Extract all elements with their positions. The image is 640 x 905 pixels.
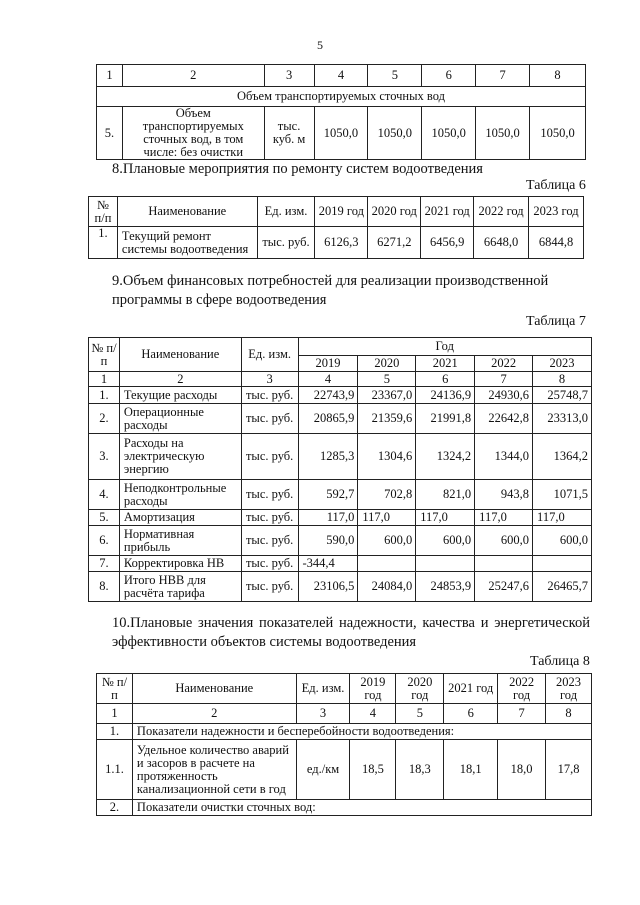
cell-value: 117,0 bbox=[475, 510, 533, 526]
table-7 bbox=[88, 337, 592, 602]
table-row bbox=[89, 510, 592, 526]
header-unit: Ед. изм. bbox=[241, 338, 298, 372]
row-number: 1.1. bbox=[97, 740, 133, 800]
cell-value: 117,0 bbox=[298, 510, 358, 526]
cell-value: 6648,0 bbox=[474, 227, 529, 259]
header-name: Наименование bbox=[117, 197, 257, 227]
cell-value: 23367,0 bbox=[358, 387, 416, 404]
table-row bbox=[89, 227, 584, 259]
col-number: 5 bbox=[396, 704, 444, 724]
cell-value: 1050,0 bbox=[314, 107, 368, 160]
group-title: Показатели надежности и бесперебойности водоотведения: bbox=[132, 724, 591, 740]
header-year: 2019 год bbox=[350, 674, 396, 704]
cell-value: 17,8 bbox=[546, 740, 592, 800]
table-row bbox=[89, 480, 592, 510]
cell-value: 1304,6 bbox=[358, 434, 416, 480]
header-year: 2020 bbox=[358, 356, 416, 372]
row-name: Итого НВВ для расчёта тарифа bbox=[119, 572, 241, 602]
row-number: 7. bbox=[89, 556, 120, 572]
cell-value: 600,0 bbox=[416, 526, 475, 556]
cell-value: 23106,5 bbox=[298, 572, 358, 602]
col-number: 7 bbox=[498, 704, 546, 724]
row-number: 3. bbox=[89, 434, 120, 480]
cell-value bbox=[475, 556, 533, 572]
cell-value: 22743,9 bbox=[298, 387, 358, 404]
col-number: 3 bbox=[241, 372, 298, 387]
col-number: 5 bbox=[368, 65, 422, 87]
cell-value: 1050,0 bbox=[476, 107, 530, 160]
col-number-row bbox=[97, 704, 592, 724]
cell-value: 25247,6 bbox=[475, 572, 533, 602]
header-year: 2022 bbox=[475, 356, 533, 372]
table-row bbox=[89, 572, 592, 602]
header-year: 2023 bbox=[533, 356, 592, 372]
row-name: Текущие расходы bbox=[119, 387, 241, 404]
header-unit: Ед. изм. bbox=[257, 197, 315, 227]
row-unit: ед./км bbox=[296, 740, 350, 800]
cell-value: 23313,0 bbox=[533, 404, 592, 434]
cell-value: 18,0 bbox=[498, 740, 546, 800]
cell-value: 592,7 bbox=[298, 480, 358, 510]
row-unit: тыс. руб. bbox=[241, 556, 298, 572]
section-8-heading: 8.Плановые мероприятия по ремонту систем водоотведения bbox=[112, 161, 483, 177]
cell-value: 18,5 bbox=[350, 740, 396, 800]
header-year: 2021 bbox=[416, 356, 475, 372]
col-number: 2 bbox=[119, 372, 241, 387]
col-number-row bbox=[97, 65, 586, 87]
table-row bbox=[97, 107, 586, 160]
table-6 bbox=[88, 196, 584, 259]
col-number: 7 bbox=[476, 65, 530, 87]
row-name: Нормативная прибыль bbox=[119, 526, 241, 556]
cell-value: 117,0 bbox=[358, 510, 416, 526]
row-name: Амортизация bbox=[119, 510, 241, 526]
header-year: 2022 год bbox=[498, 674, 546, 704]
header-year: 2023 год bbox=[546, 674, 592, 704]
cell-value: 702,8 bbox=[358, 480, 416, 510]
cell-value: 18,3 bbox=[396, 740, 444, 800]
header-year: 2019 bbox=[298, 356, 358, 372]
row-name: Объем транспортируемых сточных вод, в том числе: без очистки bbox=[122, 107, 264, 160]
col-number: 8 bbox=[530, 65, 586, 87]
row-name: Удельное количество аварий и засоров в расчете на протяженность канализационной сети в год bbox=[132, 740, 296, 800]
row-number: 1. bbox=[89, 387, 120, 404]
page-number: 5 bbox=[317, 38, 323, 52]
header-name: Наименование bbox=[132, 674, 296, 704]
cell-value: 21359,6 bbox=[358, 404, 416, 434]
cell-value: 1050,0 bbox=[368, 107, 422, 160]
header-no: № п/п bbox=[89, 197, 118, 227]
col-number: 1 bbox=[97, 704, 133, 724]
cell-value: 24853,9 bbox=[416, 572, 475, 602]
row-number: 1. bbox=[89, 227, 118, 259]
col-number: 6 bbox=[444, 704, 498, 724]
header-no: № п/п bbox=[97, 674, 133, 704]
col-number: 2 bbox=[122, 65, 264, 87]
row-name: Корректировка НВ bbox=[119, 556, 241, 572]
row-name: Неподконтрольные расходы bbox=[119, 480, 241, 510]
cell-value: 590,0 bbox=[298, 526, 358, 556]
table-row bbox=[97, 740, 592, 800]
row-unit: тыс. руб. bbox=[241, 404, 298, 434]
table-8 bbox=[96, 673, 592, 816]
col-number: 1 bbox=[97, 65, 123, 87]
table-8-caption: Таблица 8 bbox=[530, 654, 590, 669]
col-number: 5 bbox=[358, 372, 416, 387]
table-row bbox=[89, 434, 592, 480]
row-number: 5. bbox=[89, 510, 120, 526]
col-number: 8 bbox=[546, 704, 592, 724]
cell-value: 6456,9 bbox=[421, 227, 474, 259]
header-year: 2022 год bbox=[474, 197, 529, 227]
cell-value: 117,0 bbox=[416, 510, 475, 526]
row-unit: тыс. руб. bbox=[241, 434, 298, 480]
cell-value: 6844,8 bbox=[529, 227, 584, 259]
cell-value: 600,0 bbox=[533, 526, 592, 556]
cell-value: 24084,0 bbox=[358, 572, 416, 602]
row-name: Операционные расходы bbox=[119, 404, 241, 434]
cell-value: 20865,9 bbox=[298, 404, 358, 434]
table-sewage-volume bbox=[96, 64, 586, 160]
col-number: 3 bbox=[296, 704, 350, 724]
row-number: 6. bbox=[89, 526, 120, 556]
col-number: 4 bbox=[350, 704, 396, 724]
cell-value: 1071,5 bbox=[533, 480, 592, 510]
cell-value: 600,0 bbox=[358, 526, 416, 556]
cell-value: 600,0 bbox=[475, 526, 533, 556]
row-number: 2. bbox=[97, 800, 133, 816]
header-year: 2021 год bbox=[444, 674, 498, 704]
table-7-caption: Таблица 7 bbox=[526, 314, 586, 329]
row-unit: тыс. руб. bbox=[257, 227, 315, 259]
header-row bbox=[89, 338, 592, 356]
section-9-heading: 9.Объем финансовых потребностей для реализации производственной программы в сфере водоотведения bbox=[112, 273, 549, 308]
row-unit: тыс. руб. bbox=[241, 480, 298, 510]
header-year: 2023 год bbox=[529, 197, 584, 227]
row-unit: тыс. руб. bbox=[241, 387, 298, 404]
table-6-caption: Таблица 6 bbox=[526, 178, 586, 193]
table-row bbox=[89, 526, 592, 556]
section-title: Объем транспортируемых сточных вод bbox=[97, 87, 586, 107]
table-row bbox=[89, 404, 592, 434]
table-row bbox=[89, 387, 592, 404]
row-unit: тыс. руб. bbox=[241, 526, 298, 556]
cell-value: 21991,8 bbox=[416, 404, 475, 434]
col-number: 8 bbox=[533, 372, 592, 387]
cell-value bbox=[358, 556, 416, 572]
row-name: Текущий ремонт системы водоотведения bbox=[117, 227, 257, 259]
row-number: 1. bbox=[97, 724, 133, 740]
col-number-row bbox=[89, 372, 592, 387]
col-number: 2 bbox=[132, 704, 296, 724]
header-no: № п/п bbox=[89, 338, 120, 372]
header-unit: Ед. изм. bbox=[296, 674, 350, 704]
cell-value: 18,1 bbox=[444, 740, 498, 800]
cell-value: 25748,7 bbox=[533, 387, 592, 404]
col-number: 6 bbox=[416, 372, 475, 387]
row-unit: тыс. руб. bbox=[241, 510, 298, 526]
col-number: 4 bbox=[314, 65, 368, 87]
group-row bbox=[97, 724, 592, 740]
cell-value: 821,0 bbox=[416, 480, 475, 510]
cell-value: 22642,8 bbox=[475, 404, 533, 434]
row-unit: тыс. куб. м bbox=[264, 107, 314, 160]
cell-value: 1344,0 bbox=[475, 434, 533, 480]
table-row bbox=[89, 556, 592, 572]
cell-value: 1285,3 bbox=[298, 434, 358, 480]
cell-value: 24136,9 bbox=[416, 387, 475, 404]
row-number: 2. bbox=[89, 404, 120, 434]
col-number: 1 bbox=[89, 372, 120, 387]
row-number: 5. bbox=[97, 107, 123, 160]
cell-value: 1050,0 bbox=[530, 107, 586, 160]
row-number: 4. bbox=[89, 480, 120, 510]
header-year: 2019 год bbox=[315, 197, 368, 227]
section-10-heading: 10.Плановые значения показателей надежности, качества и энергетической эффективности объектов системы водоотведения bbox=[112, 615, 590, 650]
col-number: 3 bbox=[264, 65, 314, 87]
header-row bbox=[97, 674, 592, 704]
cell-value: 1050,0 bbox=[422, 107, 476, 160]
cell-value: 117,0 bbox=[533, 510, 592, 526]
header-year: 2020 год bbox=[368, 197, 421, 227]
cell-value: 1324,2 bbox=[416, 434, 475, 480]
cell-value: 6126,3 bbox=[315, 227, 368, 259]
header-row bbox=[89, 197, 584, 227]
group-row bbox=[97, 800, 592, 816]
col-number: 4 bbox=[298, 372, 358, 387]
cell-value: -344,4 bbox=[298, 556, 358, 572]
row-number: 8. bbox=[89, 572, 120, 602]
cell-value: 26465,7 bbox=[533, 572, 592, 602]
cell-value bbox=[533, 556, 592, 572]
col-number: 7 bbox=[475, 372, 533, 387]
cell-value: 6271,2 bbox=[368, 227, 421, 259]
cell-value bbox=[416, 556, 475, 572]
row-name: Расходы на электрическую энергию bbox=[119, 434, 241, 480]
group-title: Показатели очистки сточных вод: bbox=[132, 800, 591, 816]
cell-value: 24930,6 bbox=[475, 387, 533, 404]
row-unit: тыс. руб. bbox=[241, 572, 298, 602]
cell-value: 1364,2 bbox=[533, 434, 592, 480]
header-name: Наименование bbox=[119, 338, 241, 372]
cell-value: 943,8 bbox=[475, 480, 533, 510]
col-number: 6 bbox=[422, 65, 476, 87]
header-year: 2021 год bbox=[421, 197, 474, 227]
header-year: 2020 год bbox=[396, 674, 444, 704]
header-year-group: Год bbox=[298, 338, 592, 356]
